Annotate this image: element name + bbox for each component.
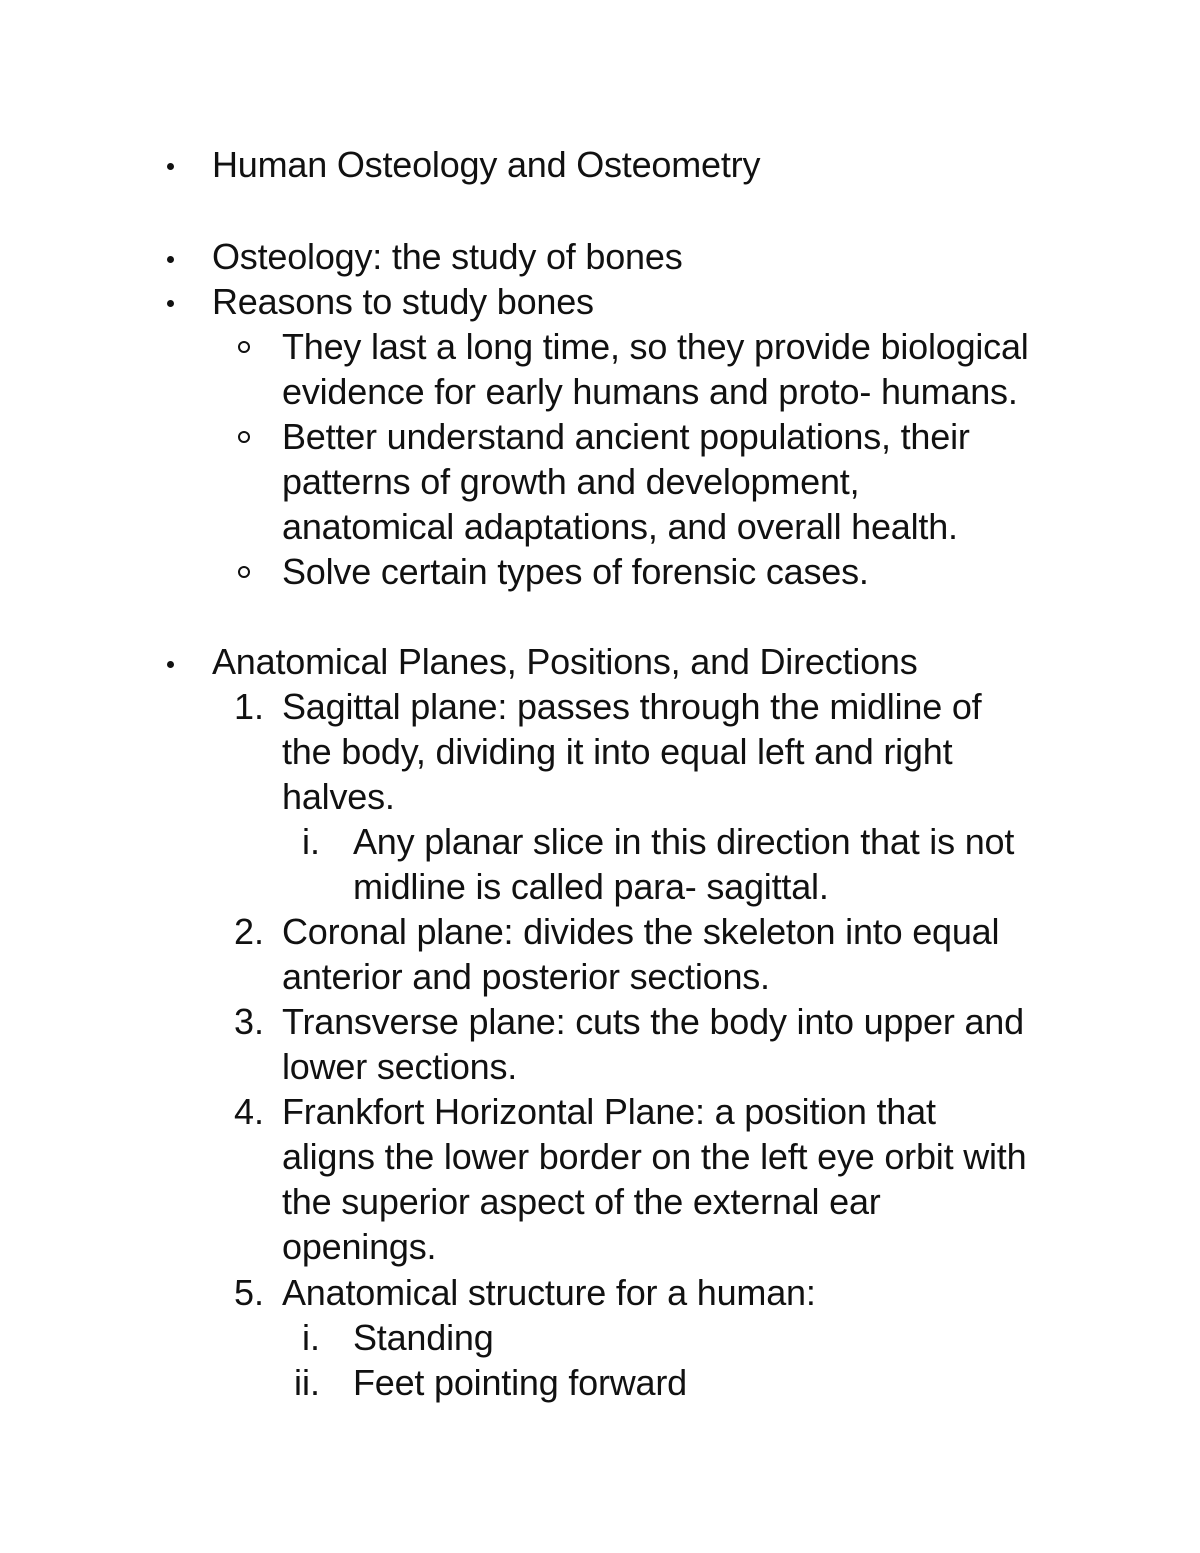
plane-line: Coronal plane: divides the skeleton into equal: [282, 911, 1000, 952]
reason-line: evidence for early humans and proto- humans.: [282, 371, 1018, 412]
list-number: 4.: [233, 1091, 264, 1132]
sub-item-line: Standing: [353, 1317, 494, 1358]
bullet-dot-icon: [167, 300, 174, 307]
sub-item-line: Any planar slice in this direction that is not: [353, 821, 1015, 862]
plane-line: halves.: [282, 776, 395, 817]
plane-line: lower sections.: [282, 1046, 518, 1087]
plane-line: Anatomical structure for a human:: [282, 1272, 816, 1313]
plane-line: the superior aspect of the external ear: [282, 1181, 881, 1222]
list-roman-numeral: ii.: [294, 1362, 320, 1403]
title-item: Human Osteology and Osteometry: [212, 144, 761, 185]
list-item: Osteology: the study of bones: [212, 236, 683, 277]
reason-line: anatomical adaptations, and overall health.: [282, 506, 958, 547]
reason-line: patterns of growth and development,: [282, 461, 860, 502]
list-item: Reasons to study bones: [212, 281, 594, 322]
list-roman-numeral: i.: [302, 1317, 320, 1358]
plane-line: aligns the lower border on the left eye orbit with: [282, 1136, 1027, 1177]
plane-line: Frankfort Horizontal Plane: a position that: [282, 1091, 936, 1132]
list-roman-numeral: i.: [302, 821, 320, 862]
list-number: 1.: [233, 686, 264, 727]
bullet-dot-icon: [167, 661, 174, 668]
sub-item-line: Feet pointing forward: [353, 1362, 687, 1403]
sub-item-line: midline is called para- sagittal.: [353, 866, 829, 907]
plane-line: anterior and posterior sections.: [282, 956, 770, 997]
plane-line: openings.: [282, 1226, 437, 1267]
list-number: 2.: [233, 911, 264, 952]
reason-line: Better understand ancient populations, their: [282, 416, 970, 457]
circle-bullet-icon: [238, 566, 250, 578]
circle-bullet-icon: [238, 431, 250, 443]
plane-line: Sagittal plane: passes through the midline of: [282, 686, 982, 727]
section-heading: Anatomical Planes, Positions, and Directions: [212, 641, 918, 682]
plane-line: the body, dividing it into equal left and right: [282, 731, 953, 772]
list-number: 3.: [233, 1001, 264, 1042]
list-number: 5.: [233, 1272, 264, 1313]
circle-bullet-icon: [238, 341, 250, 353]
reason-line: Solve certain types of forensic cases.: [282, 551, 869, 592]
reason-line: They last a long time, so they provide biological: [282, 326, 1029, 367]
bullet-dot-icon: [167, 163, 174, 170]
bullet-dot-icon: [167, 256, 174, 263]
plane-line: Transverse plane: cuts the body into upper and: [282, 1001, 1024, 1042]
